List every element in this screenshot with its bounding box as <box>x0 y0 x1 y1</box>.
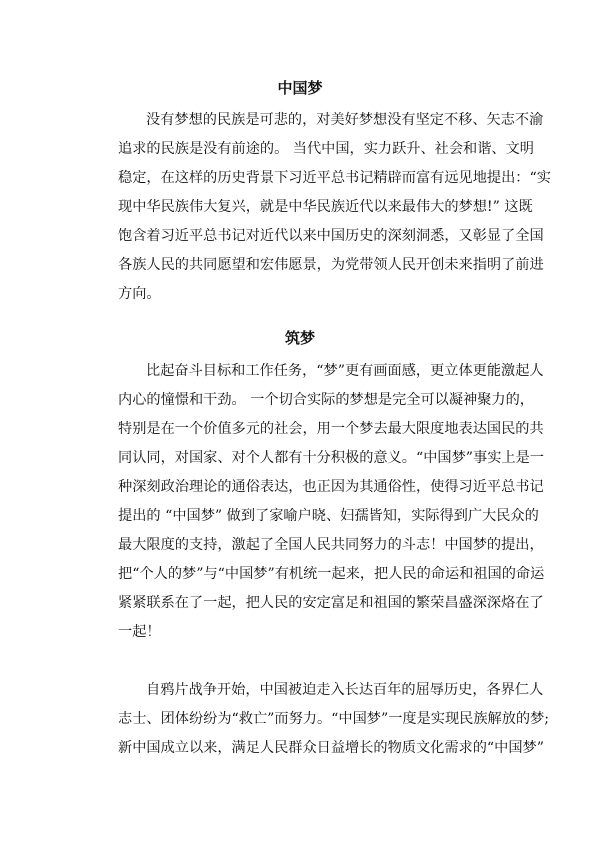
paragraph-line: 自鸦片战争开始，中国被迫走入长达百年的屈辱历史，各界仁人 <box>146 682 544 698</box>
paragraph-line: 把“个人的梦”与“中国梦”有机统一起来，把人民的命运和祖国的命运 <box>118 566 545 582</box>
paragraph-line: 志士、团体纷纷为“救亡”而努力。“中国梦”一度是实现民族解放的梦; <box>118 711 550 727</box>
paragraph-line: 紧紧联系在了一起，把人民的安定富足和祖国的繁荣昌盛深深烙在了 <box>118 595 544 611</box>
paragraph-line: 特别是在一个价值多元的社会，用一个梦去最大限度地表达国民的共 <box>118 421 544 437</box>
paragraph-line: 各族人民的共同愿望和宏伟愿景，为党带领人民开创未来指明了前进 <box>118 257 544 273</box>
paragraph-line: 稳定，在这样的历史背景下习近平总书记精辟而富有远见地提出：“实 <box>118 170 551 186</box>
paragraph-line: 同认同，对国家、对个人都有十分积极的意义。“中国梦”事实上是一 <box>118 450 544 466</box>
paragraph-line: 内心的憧憬和干劲。 一个切合实际的梦想是完全可以凝神聚力的， <box>118 392 534 408</box>
paragraph-line: 没有梦想的民族是可悲的，对美好梦想没有坚定不移、矢志不渝 <box>146 112 544 128</box>
paragraph-line: 最大限度的支持，激起了全国人民共同努力的斗志！中国梦的提出， <box>118 537 544 553</box>
paragraph-line: 追求的民族是没有前途的。 当代中国，实力跃升、社会和谐、文明 <box>118 141 534 157</box>
paragraph-line: 提出的 “中国梦” 做到了家喻户晓、妇孺皆知，实际得到广大民众的 <box>118 508 539 524</box>
paragraph-line: 一起！ <box>118 624 161 640</box>
paragraph-line: 饱含着习近平总书记对近代以来中国历史的深刻洞悉，又彰显了全国 <box>118 228 544 244</box>
paragraph-line: 种深刻政治理论的通俗表达，也正因为其通俗性，使得习近平总书记 <box>118 479 544 495</box>
paragraph-line: 新中国成立以来，满足人民群众日益增长的物质文化需求的“中国梦” <box>118 740 544 756</box>
paragraph-building-dream-2 <box>118 676 550 763</box>
section-title-china-dream: 中国梦 <box>277 79 323 97</box>
paragraph-line: 比起奋斗目标和工作任务，“梦”更有画面感，更立体更能激起人 <box>146 363 544 379</box>
section-title-building-dream: 筑梦 <box>284 329 315 347</box>
paragraph-line: 方向。 <box>118 286 161 302</box>
paragraph-building-dream-1 <box>118 357 545 647</box>
paragraph-line: 现中华民族伟大复兴，就是中华民族近代以来最伟大的梦想!” 这既 <box>118 199 533 215</box>
paragraph-china-dream-intro <box>118 106 551 309</box>
